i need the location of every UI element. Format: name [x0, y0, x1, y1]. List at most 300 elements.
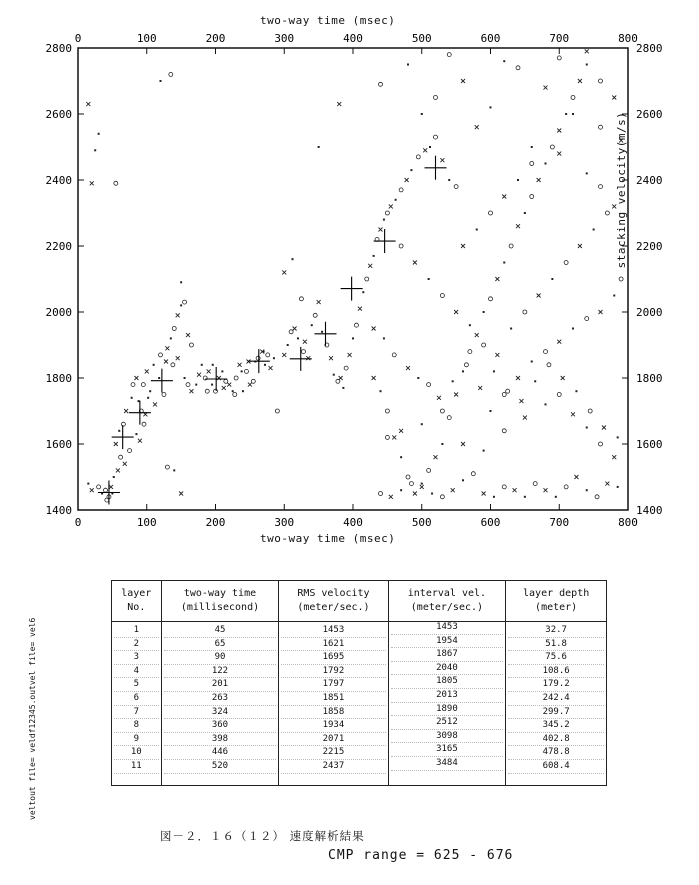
scatter-point: [544, 350, 548, 354]
scatter-point: [385, 409, 389, 413]
scatter-point: [489, 297, 493, 301]
scatter-point: [395, 199, 397, 201]
scatter-point: [516, 224, 520, 228]
scatter-point: [244, 369, 248, 373]
scatter-point: [321, 331, 323, 333]
scatter-point: [502, 485, 506, 489]
scatter-point: [171, 363, 175, 367]
scatter-point: [337, 102, 341, 106]
layer-table: [111, 580, 607, 786]
y-tick-label-right: 2000: [636, 306, 663, 319]
scatter-point: [571, 96, 575, 100]
scatter-point: [478, 386, 482, 390]
scatter-point: [544, 488, 548, 492]
scatter-point: [423, 148, 427, 152]
scatter-point: [461, 244, 465, 248]
scatter-point: [241, 370, 243, 372]
scatter-point: [575, 390, 577, 392]
scatter-point: [275, 409, 279, 413]
scatter-point: [170, 337, 172, 339]
scatter-point: [392, 353, 396, 357]
scatter-point: [238, 363, 242, 367]
scatter-point: [116, 468, 120, 472]
table-cell: 2437: [281, 760, 385, 774]
table-cell: 608.4: [508, 760, 604, 774]
scatter-point: [186, 383, 190, 387]
scatter-point: [434, 455, 438, 459]
scatter-point: [440, 158, 444, 162]
x-tick-label-top: 500: [411, 32, 432, 45]
scatter-point: [165, 465, 169, 469]
figure-caption: 図－２．１６（１２） 速度解析結果: [160, 829, 365, 843]
scatter-point: [389, 204, 393, 208]
scatter-point: [434, 135, 438, 139]
scatter-point: [454, 185, 458, 189]
plot-frame: [78, 48, 628, 510]
scatter-point: [104, 488, 108, 492]
scatter-point: [612, 455, 616, 459]
scatter-point: [493, 370, 495, 372]
scatter-point: [389, 495, 393, 499]
velocity-pick-marker: [315, 322, 337, 346]
scatter-point: [493, 496, 495, 498]
scatter-point: [476, 229, 478, 231]
scatter-point: [183, 300, 187, 304]
scatter-point: [242, 390, 244, 392]
scatter-point: [410, 169, 412, 171]
scatter-point: [317, 300, 321, 304]
scatter-point: [232, 390, 234, 392]
scatter-point: [180, 281, 182, 283]
scatter-point: [593, 229, 595, 231]
scatter-point: [482, 343, 486, 347]
scatter-points: [86, 49, 623, 502]
x-tick-label-top: 600: [480, 32, 501, 45]
y-tick-label-left: 1400: [45, 504, 72, 517]
scatter-point: [516, 376, 520, 380]
table-cell: 3165: [391, 743, 504, 757]
scatter-point: [454, 310, 458, 314]
scatter-point: [123, 462, 127, 466]
scatter-point: [379, 492, 383, 496]
scatter-point: [413, 261, 417, 265]
scatter-point: [545, 403, 547, 405]
scatter-point: [399, 429, 403, 433]
scatter-point: [94, 149, 96, 151]
scatter-point: [617, 436, 619, 438]
scatter-point: [114, 442, 118, 446]
scatter-point: [533, 482, 537, 486]
table-cell: 478.8: [508, 746, 604, 760]
x-tick-label-top: 800: [618, 32, 638, 45]
table-cell: 2040: [391, 662, 504, 676]
scatter-point: [373, 255, 375, 257]
scatter-point: [297, 337, 299, 339]
table-body-row: [112, 622, 607, 786]
x-tick-label-bottom: 300: [274, 516, 295, 529]
header-two-way-time: two-way time (millisecond): [161, 581, 279, 622]
table-cell: 7: [114, 706, 159, 720]
y-tick-label-right: 2400: [636, 174, 663, 187]
table-cell: 1797: [281, 678, 385, 692]
scatter-point: [429, 146, 431, 148]
scatter-point: [416, 155, 420, 159]
table-cell: 65: [164, 638, 277, 652]
scatter-point: [233, 393, 237, 397]
scatter-point: [273, 357, 275, 359]
scatter-point: [406, 366, 410, 370]
scatter-point: [516, 66, 520, 70]
scatter-point: [287, 344, 289, 346]
scatter-point: [383, 337, 385, 339]
scatter-point: [437, 396, 441, 400]
scatter-point: [293, 327, 297, 331]
scatter-point: [212, 364, 214, 366]
table-cell: 179.2: [508, 678, 604, 692]
scatter-point: [368, 264, 372, 268]
scatter-point: [385, 211, 389, 215]
scatter-point: [564, 261, 568, 265]
table-cell: 4: [114, 665, 159, 679]
table-cell: 402.8: [508, 733, 604, 747]
scatter-point: [428, 278, 430, 280]
scatter-point: [475, 333, 479, 337]
scatter-point: [138, 439, 142, 443]
scatter-point: [141, 383, 145, 387]
scatter-point: [184, 377, 186, 379]
scatter-point: [537, 294, 541, 298]
header-rms-velocity: RMS velocity (meter/sec.): [279, 581, 388, 622]
scatter-point: [417, 377, 419, 379]
scatter-point: [399, 188, 403, 192]
scatter-point: [557, 56, 561, 60]
table-cell: 1954: [391, 635, 504, 649]
x-tick-label-bottom: 100: [136, 516, 157, 529]
velocity-pick-marker: [151, 369, 173, 393]
scatter-point: [605, 211, 609, 215]
table-cell: 299.7: [508, 706, 604, 720]
scatter-point: [513, 488, 517, 492]
scatter-point: [195, 384, 197, 386]
scatter-point: [385, 435, 389, 439]
scatter-point: [595, 495, 599, 499]
y-tick-label-left: 1800: [45, 372, 72, 385]
scatter-point: [147, 397, 149, 399]
table-cell: 3484: [391, 757, 504, 771]
scatter-point: [365, 277, 369, 281]
scatter-point: [431, 493, 433, 495]
scatter-point: [452, 380, 454, 382]
scatter-point: [564, 485, 568, 489]
header-layer-no: layer No.: [112, 581, 162, 622]
scatter-point: [586, 64, 588, 66]
table-cell: 2215: [281, 746, 385, 760]
y-tick-label-right: 1800: [636, 372, 663, 385]
scatter-point: [348, 353, 352, 357]
table-cell: 360: [164, 719, 277, 733]
scatter-point: [407, 64, 409, 66]
scatter-point: [530, 195, 534, 199]
scatter-point: [578, 244, 582, 248]
table-cell: 51.8: [508, 638, 604, 652]
scatter-point: [222, 386, 226, 390]
scatter-point: [462, 370, 464, 372]
scatter-point: [561, 376, 565, 380]
scatter-point: [490, 106, 492, 108]
table-cell: 1934: [281, 719, 385, 733]
scatter-point: [342, 387, 344, 389]
velocity-pick-marker: [341, 277, 363, 301]
scatter-point: [506, 389, 510, 393]
table-cell: 201: [164, 678, 277, 692]
scatter-point: [517, 179, 519, 181]
scatter-point: [427, 383, 431, 387]
scatter-point: [263, 351, 265, 353]
scatter-point: [617, 486, 619, 488]
scatter-point: [531, 146, 533, 148]
scatter-point: [131, 397, 133, 399]
scatter-point: [421, 113, 423, 115]
velocity-pick-marker: [112, 425, 134, 449]
scatter-point: [531, 361, 533, 363]
scatter-point: [306, 356, 310, 360]
scatter-point: [441, 443, 443, 445]
scatter-point: [227, 383, 231, 387]
scatter-point: [153, 364, 155, 366]
table-cell: 2013: [391, 689, 504, 703]
velocity-pick-marker: [290, 347, 312, 371]
scatter-point: [482, 492, 486, 496]
scatter-point: [464, 363, 468, 367]
scatter-point: [461, 442, 465, 446]
scatter-point: [383, 219, 385, 221]
scatter-point: [173, 469, 175, 471]
scatter-point: [352, 337, 354, 339]
y-tick-label-right: 2200: [636, 240, 663, 253]
table-cell: 2512: [391, 716, 504, 730]
scatter-point: [282, 353, 286, 357]
scatter-point: [495, 353, 499, 357]
table-cell: 1792: [281, 665, 385, 679]
scatter-point: [180, 304, 182, 306]
scatter-point: [440, 294, 444, 298]
scatter-point: [169, 72, 173, 76]
scatter-point: [135, 433, 137, 435]
column-rms-velocity: [279, 622, 388, 786]
scatter-point: [490, 410, 492, 412]
x-tick-label-top: 700: [549, 32, 570, 45]
scatter-point: [421, 483, 423, 485]
scatter-point: [379, 228, 383, 232]
scatter-point: [197, 373, 201, 377]
scatter-point: [164, 360, 168, 364]
table-cell: 1805: [391, 675, 504, 689]
scatter-point: [160, 80, 162, 82]
scatter-point: [551, 278, 553, 280]
scatter-point: [468, 350, 472, 354]
scatter-point: [578, 79, 582, 83]
scatter-point: [134, 376, 138, 380]
header-layer-depth: layer depth (meter): [506, 581, 607, 622]
scatter-point: [440, 409, 444, 413]
scatter-point: [302, 350, 306, 354]
scatter-point: [172, 327, 176, 331]
table-cell: 9: [114, 733, 159, 747]
table-cell: 3098: [391, 730, 504, 744]
scatter-point: [523, 310, 527, 314]
scatter-point: [503, 60, 505, 62]
scatter-point: [264, 364, 266, 366]
scatter-point: [97, 485, 101, 489]
scatter-point: [550, 145, 554, 149]
scatter-point: [266, 353, 270, 357]
column-layer-depth: [506, 622, 607, 786]
scatter-point: [557, 340, 561, 344]
table-cell: 1453: [281, 624, 385, 638]
x-tick-label-top: 0: [74, 32, 82, 45]
scatter-point: [90, 488, 94, 492]
scatter-point: [138, 400, 140, 402]
scatter-point: [599, 185, 603, 189]
x-tick-label-bottom: 700: [549, 516, 570, 529]
x-axis-bottom-title: two-way time (msec): [260, 532, 396, 545]
scatter-point: [461, 79, 465, 83]
scatter-point: [586, 489, 588, 491]
y-tick-label-left: 2000: [45, 306, 72, 319]
y-tick-label-right: 1400: [636, 504, 663, 517]
x-tick-label-bottom: 600: [480, 516, 501, 529]
table-cell: 242.4: [508, 692, 604, 706]
table-cell: 2071: [281, 733, 385, 747]
scatter-point: [475, 125, 479, 129]
column-two-way-time: [161, 622, 279, 786]
scatter-point: [176, 356, 180, 360]
table-cell: 122: [164, 665, 277, 679]
table-cell: 1695: [281, 651, 385, 665]
scatter-point: [354, 323, 358, 327]
velocity-pick-marker: [129, 401, 151, 425]
scatter-point: [489, 211, 493, 215]
scatter-point: [98, 133, 100, 135]
scatter-point: [119, 455, 123, 459]
x-tick-label-top: 100: [136, 32, 157, 45]
scatter-point: [572, 328, 574, 330]
scatter-point: [534, 380, 536, 382]
x-axis-top-title: two-way time (msec): [260, 14, 396, 27]
scatter-point: [495, 277, 499, 281]
table-cell: 1858: [281, 706, 385, 720]
velocity-picks: [98, 156, 447, 505]
scatter-point: [523, 416, 527, 420]
table-cell: 32.7: [508, 624, 604, 638]
scatter-point: [599, 310, 603, 314]
scatter-point: [427, 468, 431, 472]
scatter-point: [292, 258, 294, 260]
scatter-point: [86, 102, 90, 106]
scatter-point: [392, 435, 396, 439]
velocity-pick-marker: [98, 481, 120, 505]
table-cell: 75.6: [508, 651, 604, 665]
scatter-point: [420, 485, 424, 489]
scatter-point: [602, 426, 606, 430]
y-tick-label-left: 2800: [45, 42, 72, 55]
scatter-point: [574, 475, 578, 479]
scatter-point: [158, 377, 160, 379]
scatter-point: [189, 343, 193, 347]
table-cell: 108.6: [508, 665, 604, 679]
scatter-point: [87, 483, 89, 485]
scatter-point: [483, 450, 485, 452]
scatter-point: [205, 389, 209, 393]
scatter-point: [585, 49, 589, 53]
y-tick-label-left: 2200: [45, 240, 72, 253]
table-header-row: [112, 581, 607, 622]
scatter-point: [421, 423, 423, 425]
scatter-point: [153, 402, 157, 406]
y-tick-label-left: 2400: [45, 174, 72, 187]
scatter-point: [545, 163, 547, 165]
table-cell: 45: [164, 624, 277, 638]
table-cell: 398: [164, 733, 277, 747]
scatter-point: [440, 495, 444, 499]
x-tick-label-bottom: 200: [205, 516, 226, 529]
scatter-point: [483, 311, 485, 313]
scatter-point: [121, 422, 125, 426]
scatter-point: [372, 376, 376, 380]
scatter-point: [409, 482, 413, 486]
scatter-point: [613, 295, 615, 297]
scatter-point: [362, 291, 364, 293]
x-tick-label-top: 400: [343, 32, 363, 45]
scatter-point: [211, 384, 213, 386]
side-note: veltout file= veldf12345.outvel file= vel6: [28, 617, 37, 820]
table-cell: 1: [114, 624, 159, 638]
table-cell: 1851: [281, 692, 385, 706]
scatter-point: [186, 333, 190, 337]
scatter-point: [547, 363, 551, 367]
scatter-point: [179, 492, 183, 496]
scatter-point: [118, 430, 120, 432]
scatter-point: [131, 383, 135, 387]
scatter-point: [524, 212, 526, 214]
table-cell: 5: [114, 678, 159, 692]
scatter-point: [400, 456, 402, 458]
scatter-point: [557, 129, 561, 133]
table-cell: 6: [114, 692, 159, 706]
table-cell: 1621: [281, 638, 385, 652]
scatter-point: [599, 79, 603, 83]
scatter-point: [451, 488, 455, 492]
scatter-point: [149, 390, 151, 392]
scatter-point: [159, 353, 163, 357]
scatter-point: [555, 496, 557, 498]
scatter-point: [113, 476, 115, 478]
table-cell: 10: [114, 746, 159, 760]
scatter-point: [109, 485, 113, 489]
scatter-point: [447, 416, 451, 420]
table-cell: 1890: [391, 703, 504, 717]
scatter-point: [114, 181, 118, 185]
scatter-point: [303, 340, 307, 344]
y-tick-label-left: 2600: [45, 108, 72, 121]
scatter-point: [599, 125, 603, 129]
x-tick-label-bottom: 0: [74, 516, 82, 529]
scatter-point: [524, 496, 526, 498]
column-interval-velocity: [388, 622, 506, 786]
scatter-point: [248, 383, 252, 387]
scatter-point: [379, 82, 383, 86]
scatter-point: [434, 96, 438, 100]
